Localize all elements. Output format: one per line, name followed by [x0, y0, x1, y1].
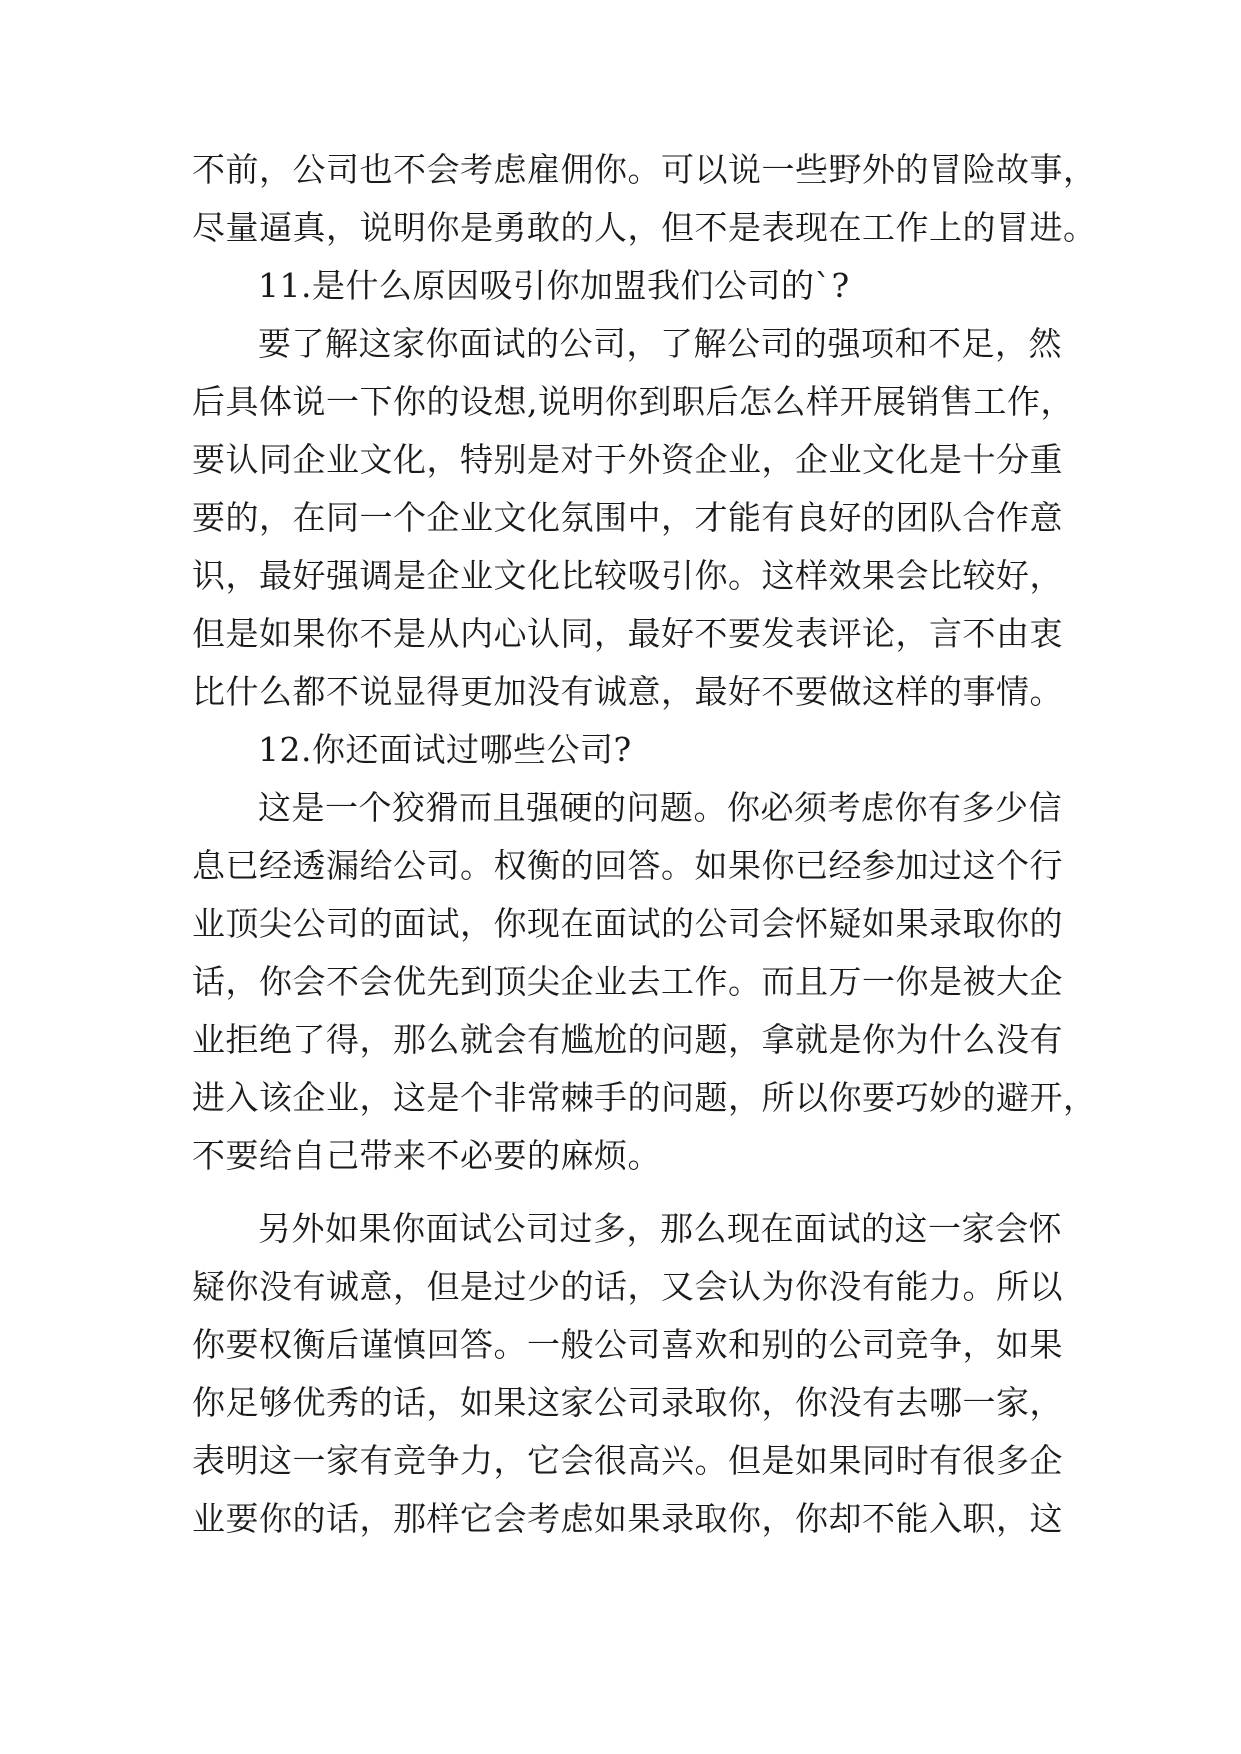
text-line: 业顶尖公司的面试，你现在面试的公司会怀疑如果录取你的	[192, 904, 1063, 943]
text-line: 要了解这家你面试的公司，了解公司的强项和不足，然	[258, 324, 1062, 363]
text-line: 这是一个狡猾而且强硬的问题。你必须考虑你有多少信	[258, 788, 1062, 827]
text-line: 你足够优秀的话，如果这家公司录取你，你没有去哪一家，	[192, 1383, 1063, 1422]
text-line: 比什么都不说显得更加没有诚意，最好不要做这样的事情。	[192, 672, 1063, 711]
text-line: 识，最好强调是企业文化比较吸引你。这样效果会比较好，	[192, 556, 1063, 595]
text-line: 疑你没有诚意，但是过少的话，又会认为你没有能力。所以	[192, 1267, 1063, 1306]
text-line: 不要给自己带来不必要的麻烦。	[192, 1136, 661, 1175]
text-line: 表明这一家有竞争力，它会很高兴。但是如果同时有很多企	[192, 1441, 1063, 1480]
text-line: 不前，公司也不会考虑雇佣你。可以说一些野外的冒险故事，	[192, 150, 1097, 189]
text-line: 业要你的话，那样它会考虑如果录取你，你却不能入职，这	[192, 1499, 1063, 1538]
text-line: 后具体说一下你的设想,说明你到职后怎么样开展销售工作，	[192, 382, 1074, 421]
section-heading: 12.你还面试过哪些公司?	[258, 730, 632, 769]
text-line: 尽量逼真，说明你是勇敢的人，但不是表现在工作上的冒进。	[192, 208, 1097, 247]
text-line: 要认同企业文化，特别是对于外资企业，企业文化是十分重	[192, 440, 1063, 479]
text-line: 业拒绝了得，那么就会有尴尬的问题，拿就是你为什么没有	[192, 1020, 1063, 1059]
text-line: 另外如果你面试公司过多，那么现在面试的这一家会怀	[258, 1209, 1062, 1248]
text-line: 要的，在同一个企业文化氛围中，才能有良好的团队合作意	[192, 498, 1063, 537]
text-line: 进入该企业，这是个非常棘手的问题，所以你要巧妙的避开，	[192, 1078, 1097, 1117]
text-line: 但是如果你不是从内心认同，最好不要发表评论，言不由衷	[192, 614, 1063, 653]
text-line: 息已经透漏给公司。权衡的回答。如果你已经参加过这个行	[192, 846, 1063, 885]
text-line: 你要权衡后谨慎回答。一般公司喜欢和别的公司竞争，如果	[192, 1325, 1063, 1364]
text-line: 话，你会不会优先到顶尖企业去工作。而且万一你是被大企	[192, 962, 1063, 1001]
section-heading: 11.是什么原因吸引你加盟我们公司的`?	[258, 266, 850, 305]
